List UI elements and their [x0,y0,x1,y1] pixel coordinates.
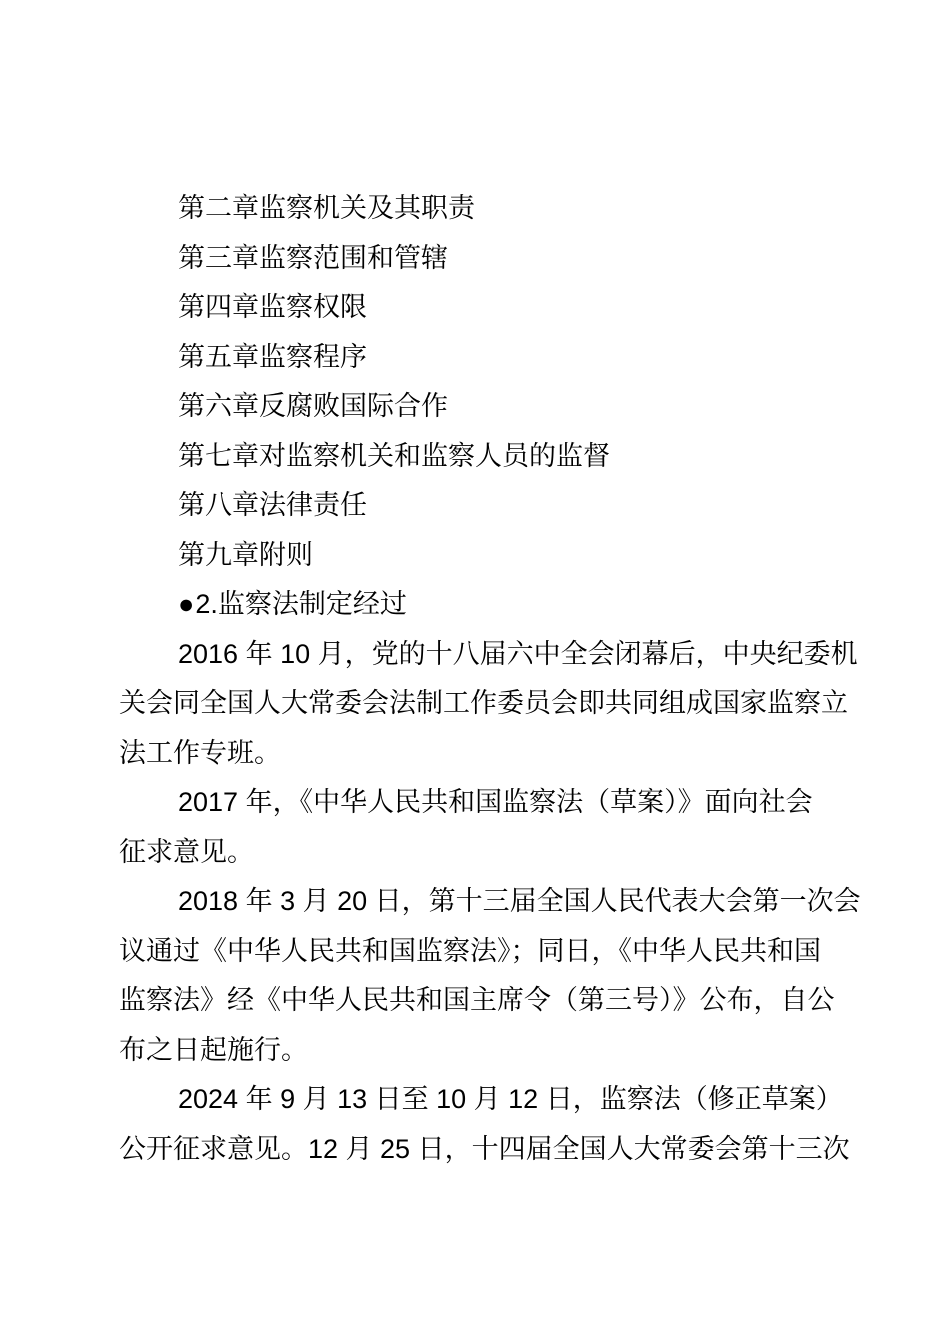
paragraph-line: 议通过《中华人民共和国监察法》；同日，《中华人民共和国 [119,935,821,966]
section-heading [119,580,861,630]
paragraph-line: 2016 年 10 月，党的十八届六中全会闭幕后，中央纪委机 [178,638,858,669]
document-content [119,184,861,1174]
paragraph-line: 2024 年 9 月 13 日至 10 月 12 日，监察法（修正草案） [178,1084,843,1114]
paragraph-line: 法工作专班。 [119,737,281,768]
paragraph-line: 布之日起施行。 [119,1034,308,1065]
toc-item: 第三章监察范围和管辖 [178,242,448,273]
toc-item: 第五章监察程序 [178,341,367,372]
toc-item: 第二章监察机关及其职责 [178,193,475,223]
paragraph-line: 监察法》经《中华人民共和国主席令（第三号）》公布，自公 [119,985,835,1015]
toc-item: 第七章对监察机关和监察人员的监督 [178,440,610,471]
paragraph-line: 关会同全国人大常委会法制工作委员会即共同组成国家监察立 [119,688,848,718]
toc-item: 第四章监察权限 [178,292,367,322]
paragraph-line: 2018 年 3 月 20 日，第十三届全国人民代表大会第一次会 [178,886,861,916]
paragraph-line: 2017 年，《中华人民共和国监察法（草案）》面向社会 [178,787,813,817]
paragraph-line: 公开征求意见。12 月 25 日，十四届全国人大常委会第十三次 [119,1133,850,1164]
toc-item: 第八章法律责任 [178,490,367,520]
paragraph-line: 征求意见。 [119,836,254,867]
toc-item: 第九章附则 [178,539,313,570]
section-heading-text: 2.监察法制定经过 [195,589,407,619]
toc-item: 第六章反腐败国际合作 [178,391,448,421]
bullet-icon: ● [178,589,195,619]
